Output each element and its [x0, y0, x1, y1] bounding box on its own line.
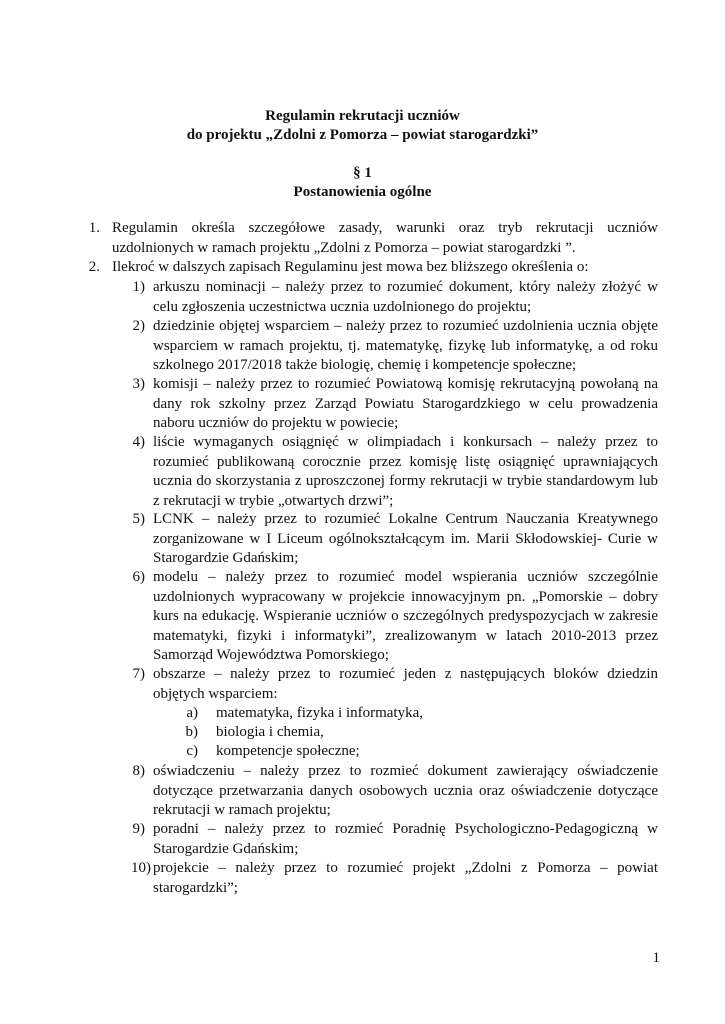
definition-text: obszarze – należy przez to rozumieć jeden z następujących bloków dziedzin objętych wsparciem:: [153, 666, 658, 702]
area-text: matematyka, fizyka i informatyka,: [216, 705, 424, 721]
definition-number: 10): [131, 860, 151, 876]
area-letter: c): [186, 743, 198, 759]
definition-text: LCNK – należy przez to rozumieć Lokalne Centrum Nauczania Kreatywnego zorganizowane w I Liceum ogólnokształcącym im. Marii Skłodowskiej- Curie w Starogardzie Gdańskim;: [153, 511, 658, 566]
definition-text: modelu – należy przez to rozumieć model wspierania uczniów szczególnie uzdolnionych wypracowany w projekcie innowacyjnym pn. „Pomorskie – dobry kurs na edukację. Wspieranie uczniów o szczególnych predyspozycjach w zakresie matematyki, fizyki i informatyki”, zrealizowanym w latach 2010-2013 przez Samorząd Województwa Pomorskiego;: [153, 569, 658, 663]
definition-text: komisji – należy przez to rozumieć Powiatową komisję rekrutacyjną powołaną na dany rok szkolny przez Zarząd Powiatu Starogardzkiego w celu prowadzenia naboru uczniów do projektu w powiecie;: [153, 376, 658, 431]
definition-text: arkuszu nominacji – należy przez to rozumieć dokument, który należy złożyć w celu zgłoszenia uczestnictwa ucznia uzdolnionego do projektu;: [153, 279, 658, 315]
definition-text: projekcie – należy przez to rozumieć projekt „Zdolni z Pomorza – powiat starogardzki”;: [153, 860, 658, 896]
definition-number: 3): [132, 376, 145, 392]
definition-number: 5): [132, 511, 145, 527]
definition-number: 1): [132, 279, 145, 295]
definition-text: liście wymaganych osiągnięć w olimpiadach i konkursach – należy przez to rozumieć publikowaną corocznie przez komisję listę osiągnięć uprawniających ucznia do skorzystania z uproszczonej formy rekrutacji w trybie standardowym lub z rekrutacji w trybie „otwartych drzwi”;: [153, 434, 658, 509]
point-text: Ilekroć w dalszych zapisach Regulaminu jest mowa bez bliższego określenia o:: [112, 259, 589, 275]
definition-text: poradni – należy przez to rozmieć Poradnię Psychologiczno-Pedagogiczną w Starogardzie Gdańskim;: [153, 821, 658, 857]
definition-text: dziedzinie objętej wsparciem – należy przez to rozumieć uzdolnienia ucznia objęte wsparciem w ramach projektu, tj. matematykę, fizykę lub informatykę, a od roku szkolnego 2017/2018 także biologię, chemię i kompetencje społeczne;: [153, 318, 658, 373]
page-number: 1: [652, 950, 660, 966]
point-number: 1.: [88, 220, 100, 236]
section-number: § 1: [353, 165, 372, 181]
document-subtitle: do projektu „Zdolni z Pomorza – powiat starogardzki”: [186, 127, 539, 143]
definition-number: 4): [132, 434, 145, 450]
area-text: biologia i chemia,: [216, 724, 324, 740]
document-title: Regulamin rekrutacji uczniów: [265, 108, 460, 124]
point-text: Regulamin określa szczegółowe zasady, warunki oraz tryb rekrutacji uczniów uzdolnionych w ramach projektu „Zdolni z Pomorza – powiat starogardzki ”.: [112, 220, 658, 256]
definition-number: 2): [132, 318, 145, 334]
point-number: 2.: [88, 259, 100, 275]
area-text: kompetencje społeczne;: [216, 743, 360, 759]
definition-number: 8): [132, 763, 145, 779]
definition-number: 9): [132, 821, 145, 837]
definition-number: 7): [132, 666, 145, 682]
definition-number: 6): [132, 569, 145, 585]
area-letter: b): [185, 724, 198, 740]
area-letter: a): [186, 705, 198, 721]
section-title: Postanowienia ogólne: [293, 184, 432, 200]
definition-text: oświadczeniu – należy przez to rozmieć dokument zawierający oświadczenie dotyczące przetwarzania danych osobowych ucznia oraz oświadczenie dotyczące rekrutacji w ramach projektu;: [153, 763, 658, 818]
